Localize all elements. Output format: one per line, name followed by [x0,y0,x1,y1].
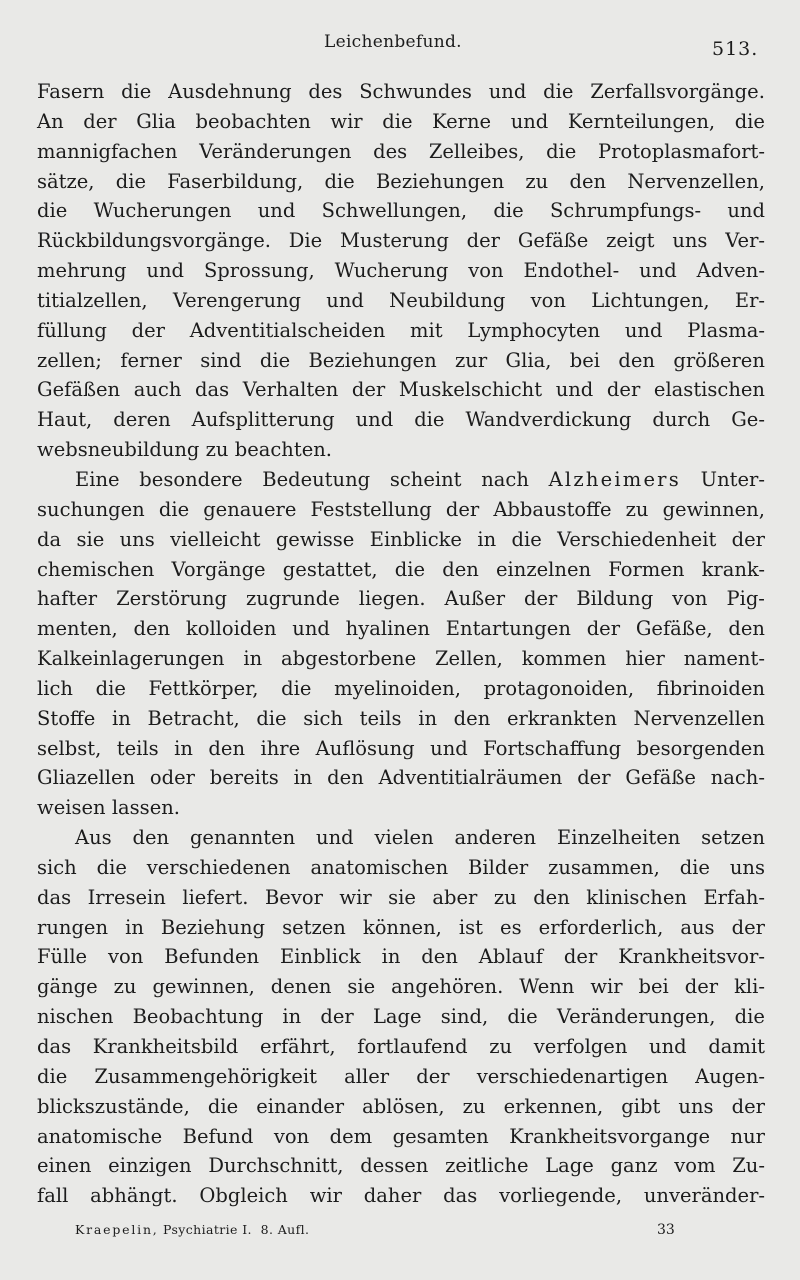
text-line: websneubildung zu beachten. [37,438,332,462]
text-line: rungen in Beziehung setzen können, ist es erforderlich, aus der [37,915,765,939]
text-line: An der Glia beobachten wir die Kerne und Kernteilungen, die [37,109,765,133]
text-line: blickszustände, die einander ablösen, zu erkennen, gibt uns der [37,1094,765,1118]
text-line: Aus den genannten und vielen anderen Einzelheiten setzen [75,826,765,850]
text-line: titialzellen, Verengerung und Neubildung von Lichtungen, Er- [37,288,765,312]
text-line: Fasern die Ausdehnung des Schwundes und die Zerfallsvorgänge. [37,80,765,103]
text-line: das Krankheitsbild erfährt, fortlaufend zu verfolgen und damit [37,1035,765,1058]
text-line: Kalkeinlagerungen in abgestorbene Zellen, kommen hier nament- [37,647,765,671]
text-line: mehrung und Sprossung, Wucherung von Endothel- und Adven- [37,259,765,283]
paragraph [37,823,765,1211]
text-line: Rückbildungsvorgänge. Die Musterung der Gefäße zeigt uns Ver- [37,229,765,253]
page-number: 513. [712,38,759,60]
running-head-title: Leichenbefund. [324,32,462,52]
text-line: fall abhängt. Obgleich wir daher das vorliegende, unveränder- [37,1184,765,1208]
text-line: sich die verschiedenen anatomischen Bilder zusammen, die uns [37,855,765,879]
text-line: lich die Fettkörper, die myelinoiden, protagonoiden, fibrinoiden [37,676,765,700]
text-line: füllung der Adventitialscheiden mit Lymphocyten und Plasma- [37,318,765,342]
text-line: Gliazellen oder bereits in den Adventitialräumen der Gefäße nach- [37,766,765,790]
text-line: chemischen Vorgänge gestattet, die den einzelnen Formen krank- [37,557,765,581]
text-line: mannigfachen Veränderungen des Zelleibes, die Protoplasmafort- [37,139,765,163]
footer-citation [75,1222,309,1237]
page-footer [0,1222,800,1246]
text-line: das Irresein liefert. Bevor wir sie aber zu den klinischen Erfah- [37,885,765,909]
running-head [0,32,800,60]
text-line: zellen; ferner sind die Beziehungen zur Glia, bei den größeren [37,348,765,372]
footer-author: Kraepelin, [75,1222,159,1237]
paragraph [37,77,765,465]
text-line: menten, den kolloiden und hyalinen Entartungen der Gefäße, den [37,617,765,641]
text-line: nischen Beobachtung in der Lage sind, die Veränderungen, die [37,1005,765,1029]
paragraph [37,465,765,823]
text-line: Fülle von Befunden Einblick in den Ablauf der Krankheitsvor- [37,945,765,969]
text-line: hafter Zerstörung zugrunde liegen. Außer der Bildung von Pig- [37,587,765,611]
body-text [37,77,765,1211]
text-line: sätze, die Faserbildung, die Beziehungen zu den Nervenzellen, [37,169,765,193]
text-line: da sie uns vielleicht gewisse Einblicke in die Verschiedenheit der [37,527,765,551]
text-line: Eine besondere Bedeutung scheint nach Alzheimers Unter- [75,467,765,491]
text-line: Stoffe in Betracht, die sich teils in den erkrankten Nervenzellen [37,706,765,730]
text-line: suchungen die genauere Feststellung der Abbaustoffe zu gewinnen, [37,497,765,521]
text-line: anatomische Befund von dem gesamten Krankheitsvorgange nur [37,1124,765,1148]
text-line: die Zusammengehörigkeit aller der verschiedenartigen Augen- [37,1064,765,1088]
text-line: weisen lassen. [37,796,180,820]
text-line: einen einzigen Durchschnitt, dessen zeitliche Lage ganz vom Zu- [37,1154,765,1178]
text-line: Haut, deren Aufsplitterung und die Wandverdickung durch Ge- [37,408,765,432]
text-line: Gefäßen auch das Verhalten der Muskelschicht und der elastischen [37,378,765,402]
text-line: selbst, teils in den ihre Auflösung und Fortschaffung besorgenden [37,736,765,760]
sheet-signature: 33 [657,1222,675,1238]
footer-work: Psychiatrie I. 8. Aufl. [162,1222,310,1237]
text-line: die Wucherungen und Schwellungen, die Schrumpfungs- und [37,199,765,223]
text-line: gänge zu gewinnen, denen sie angehören. Wenn wir bei der kli- [37,975,765,999]
